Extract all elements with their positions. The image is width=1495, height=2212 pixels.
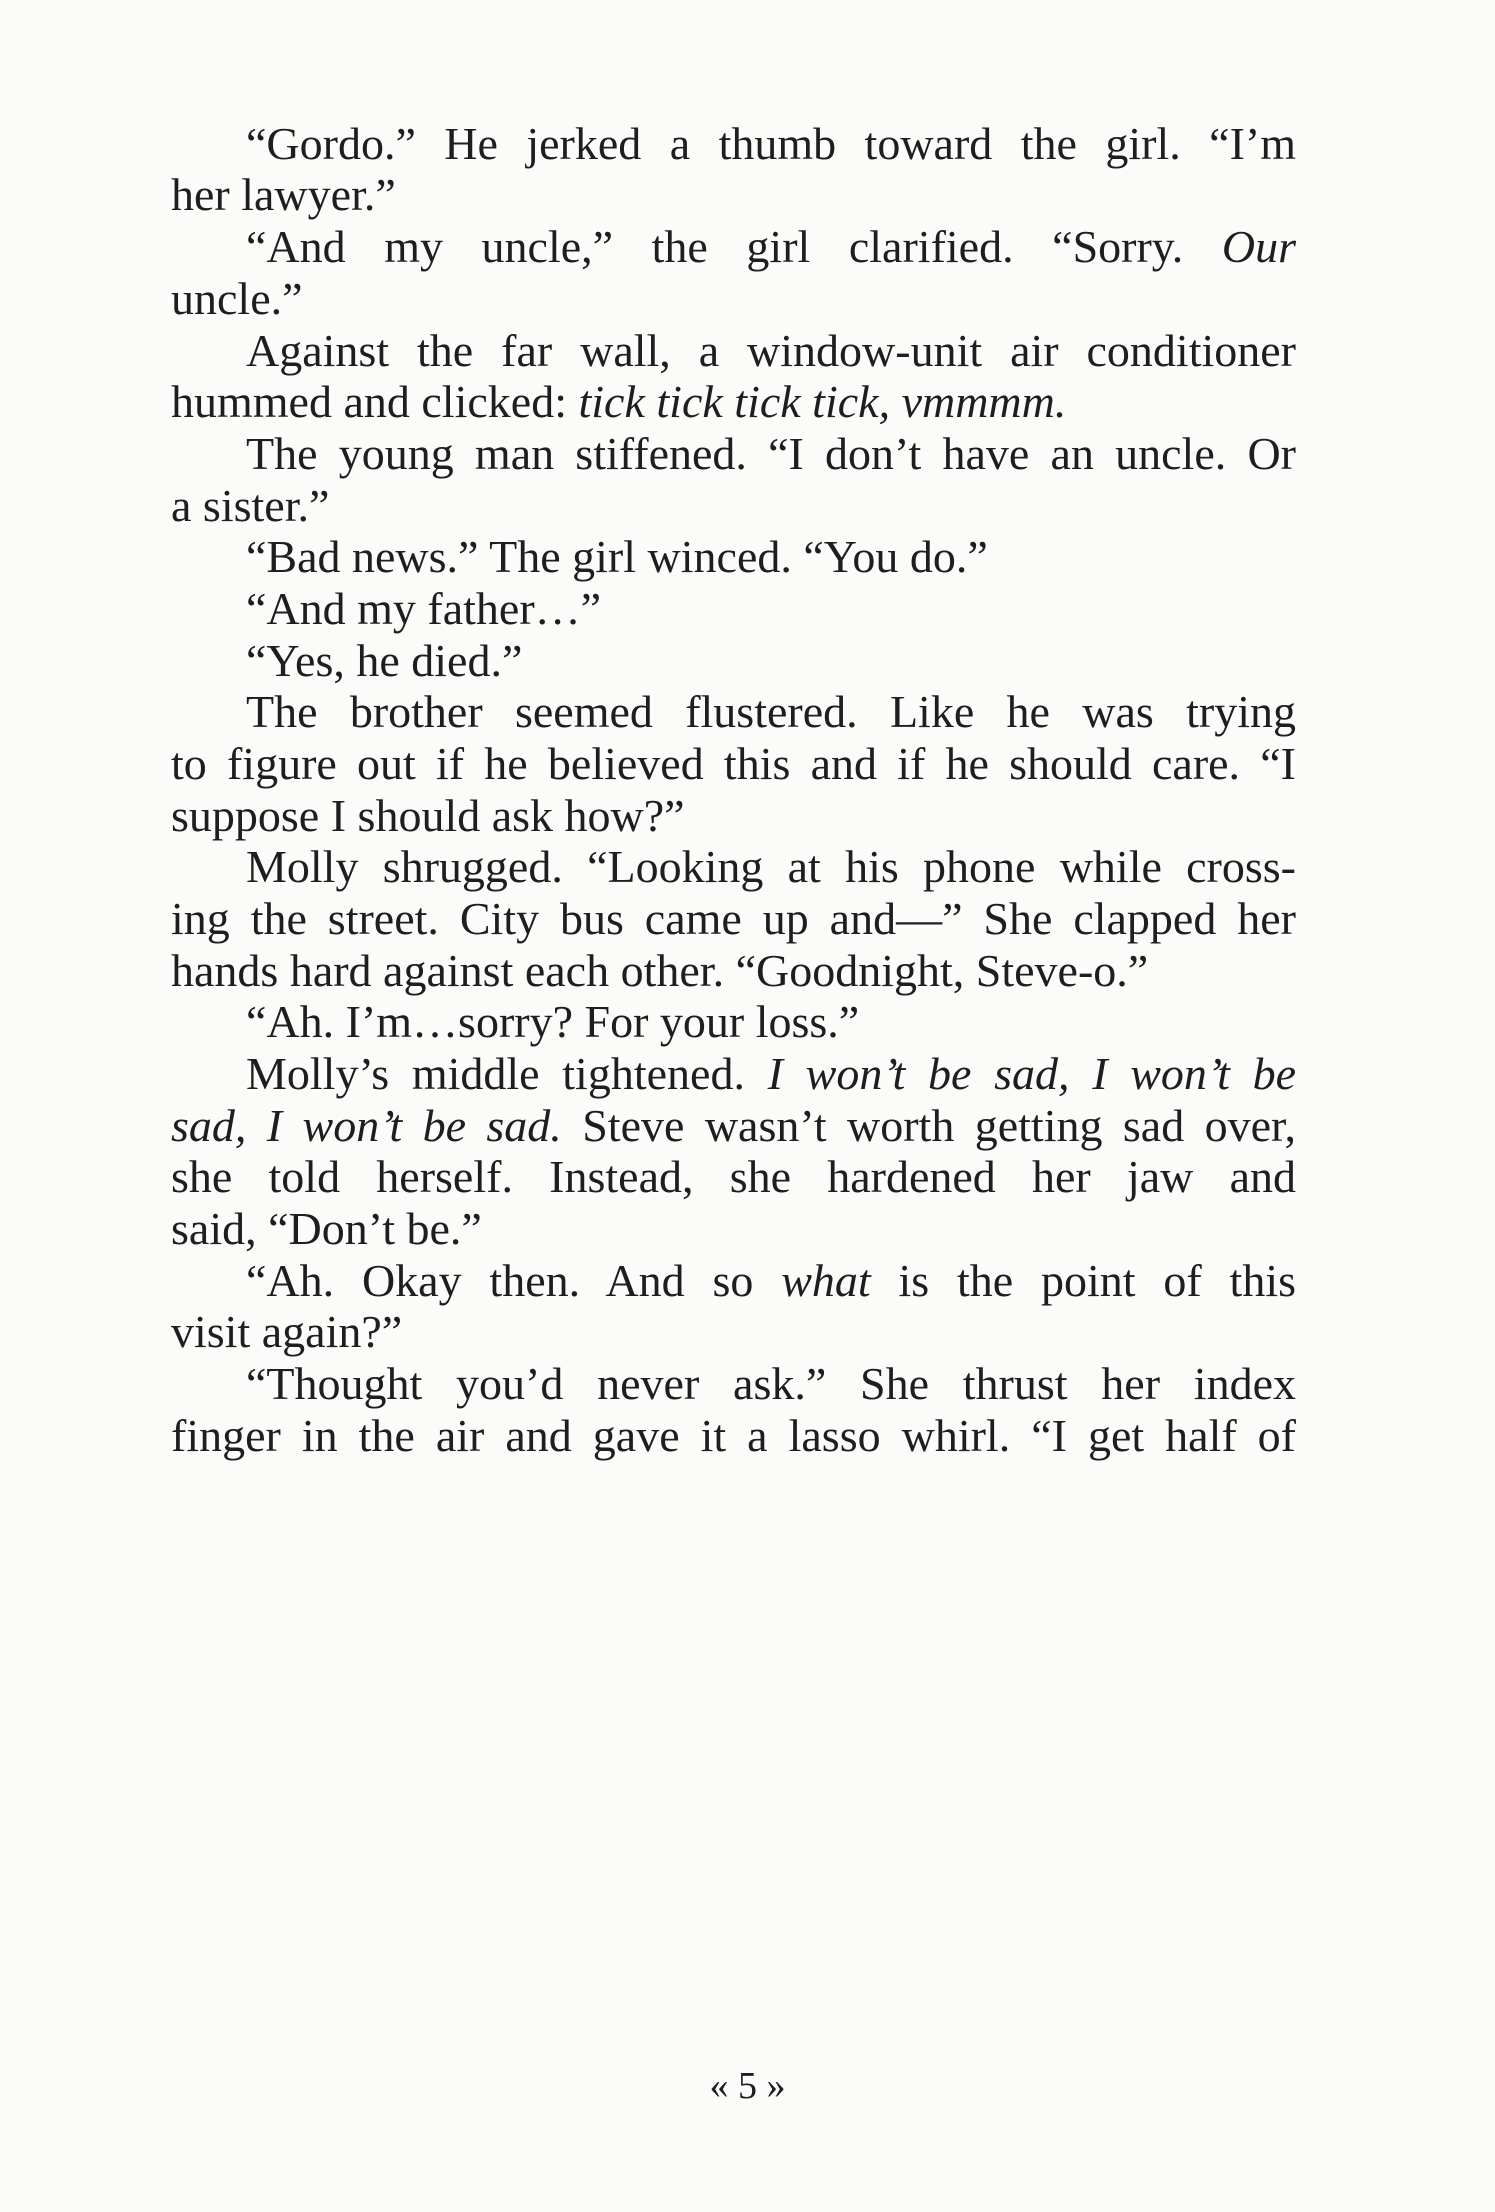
text-line: hands hard against each other. “Goodnight, Steve-o.” (171, 945, 1149, 996)
text-line: “And my father…” (246, 583, 602, 634)
text-line: she told herself. Instead, she hardened her jaw and (171, 1151, 1296, 1202)
text-line: a sister.” (171, 480, 330, 531)
italic-text: what (781, 1255, 871, 1306)
text-line: Molly shrugged. “Looking at his phone while cross- (246, 841, 1296, 892)
text-run: is the point of this (898, 1255, 1296, 1306)
text-run: “Ah. Okay then. And so (246, 1255, 754, 1306)
text-line: to figure out if he believed this and if he should care. “I (171, 738, 1296, 789)
text-run: Steve wasn’t worth getting sad over, (582, 1100, 1296, 1151)
text-run: hummed and clicked: (171, 376, 567, 427)
text-line: “Thought you’d never ask.” She thrust her index (246, 1358, 1296, 1409)
italic-text: Our (1221, 221, 1297, 272)
text-run: Molly’s middle tightened. (246, 1048, 745, 1099)
text-line: said, “Don’t be.” (171, 1203, 482, 1254)
italic-text: I won’t be sad, I won’t be (767, 1048, 1296, 1099)
text-line (246, 1245, 1296, 1317)
text-line: suppose I should ask how?” (171, 790, 685, 841)
text-line: “Bad news.” The girl winced. “You do.” (246, 531, 988, 582)
text-line: her lawyer.” (171, 169, 396, 220)
text-line: The brother seemed flustered. Like he was trying (246, 686, 1296, 737)
text-line: “Yes, he died.” (246, 635, 523, 686)
text-line: Against the far wall, a window-unit air conditioner (246, 325, 1296, 376)
italic-text: sad, I won’t be sad. (171, 1100, 562, 1151)
text-line: finger in the air and gave it a lasso whirl. “I get half of (171, 1410, 1296, 1461)
text-line: The young man stiffened. “I don’t have an uncle. Or (246, 428, 1296, 479)
text-line: ing the street. City bus came up and—” She clapped her (171, 893, 1296, 944)
text-line: uncle.” (171, 273, 303, 324)
page-number: « 5 » (709, 2065, 786, 2107)
text-run: “And my uncle,” the girl clarified. “Sorry. (246, 221, 1184, 272)
italic-text: tick tick tick tick, vmmmm. (578, 376, 1067, 427)
text-line: “Ah. I’m…sorry? For your loss.” (246, 996, 860, 1047)
text-line (246, 211, 1296, 283)
text-line: “Gordo.” He jerked a thumb toward the girl. “I’m (246, 118, 1296, 169)
text-line: visit again?” (171, 1306, 403, 1357)
